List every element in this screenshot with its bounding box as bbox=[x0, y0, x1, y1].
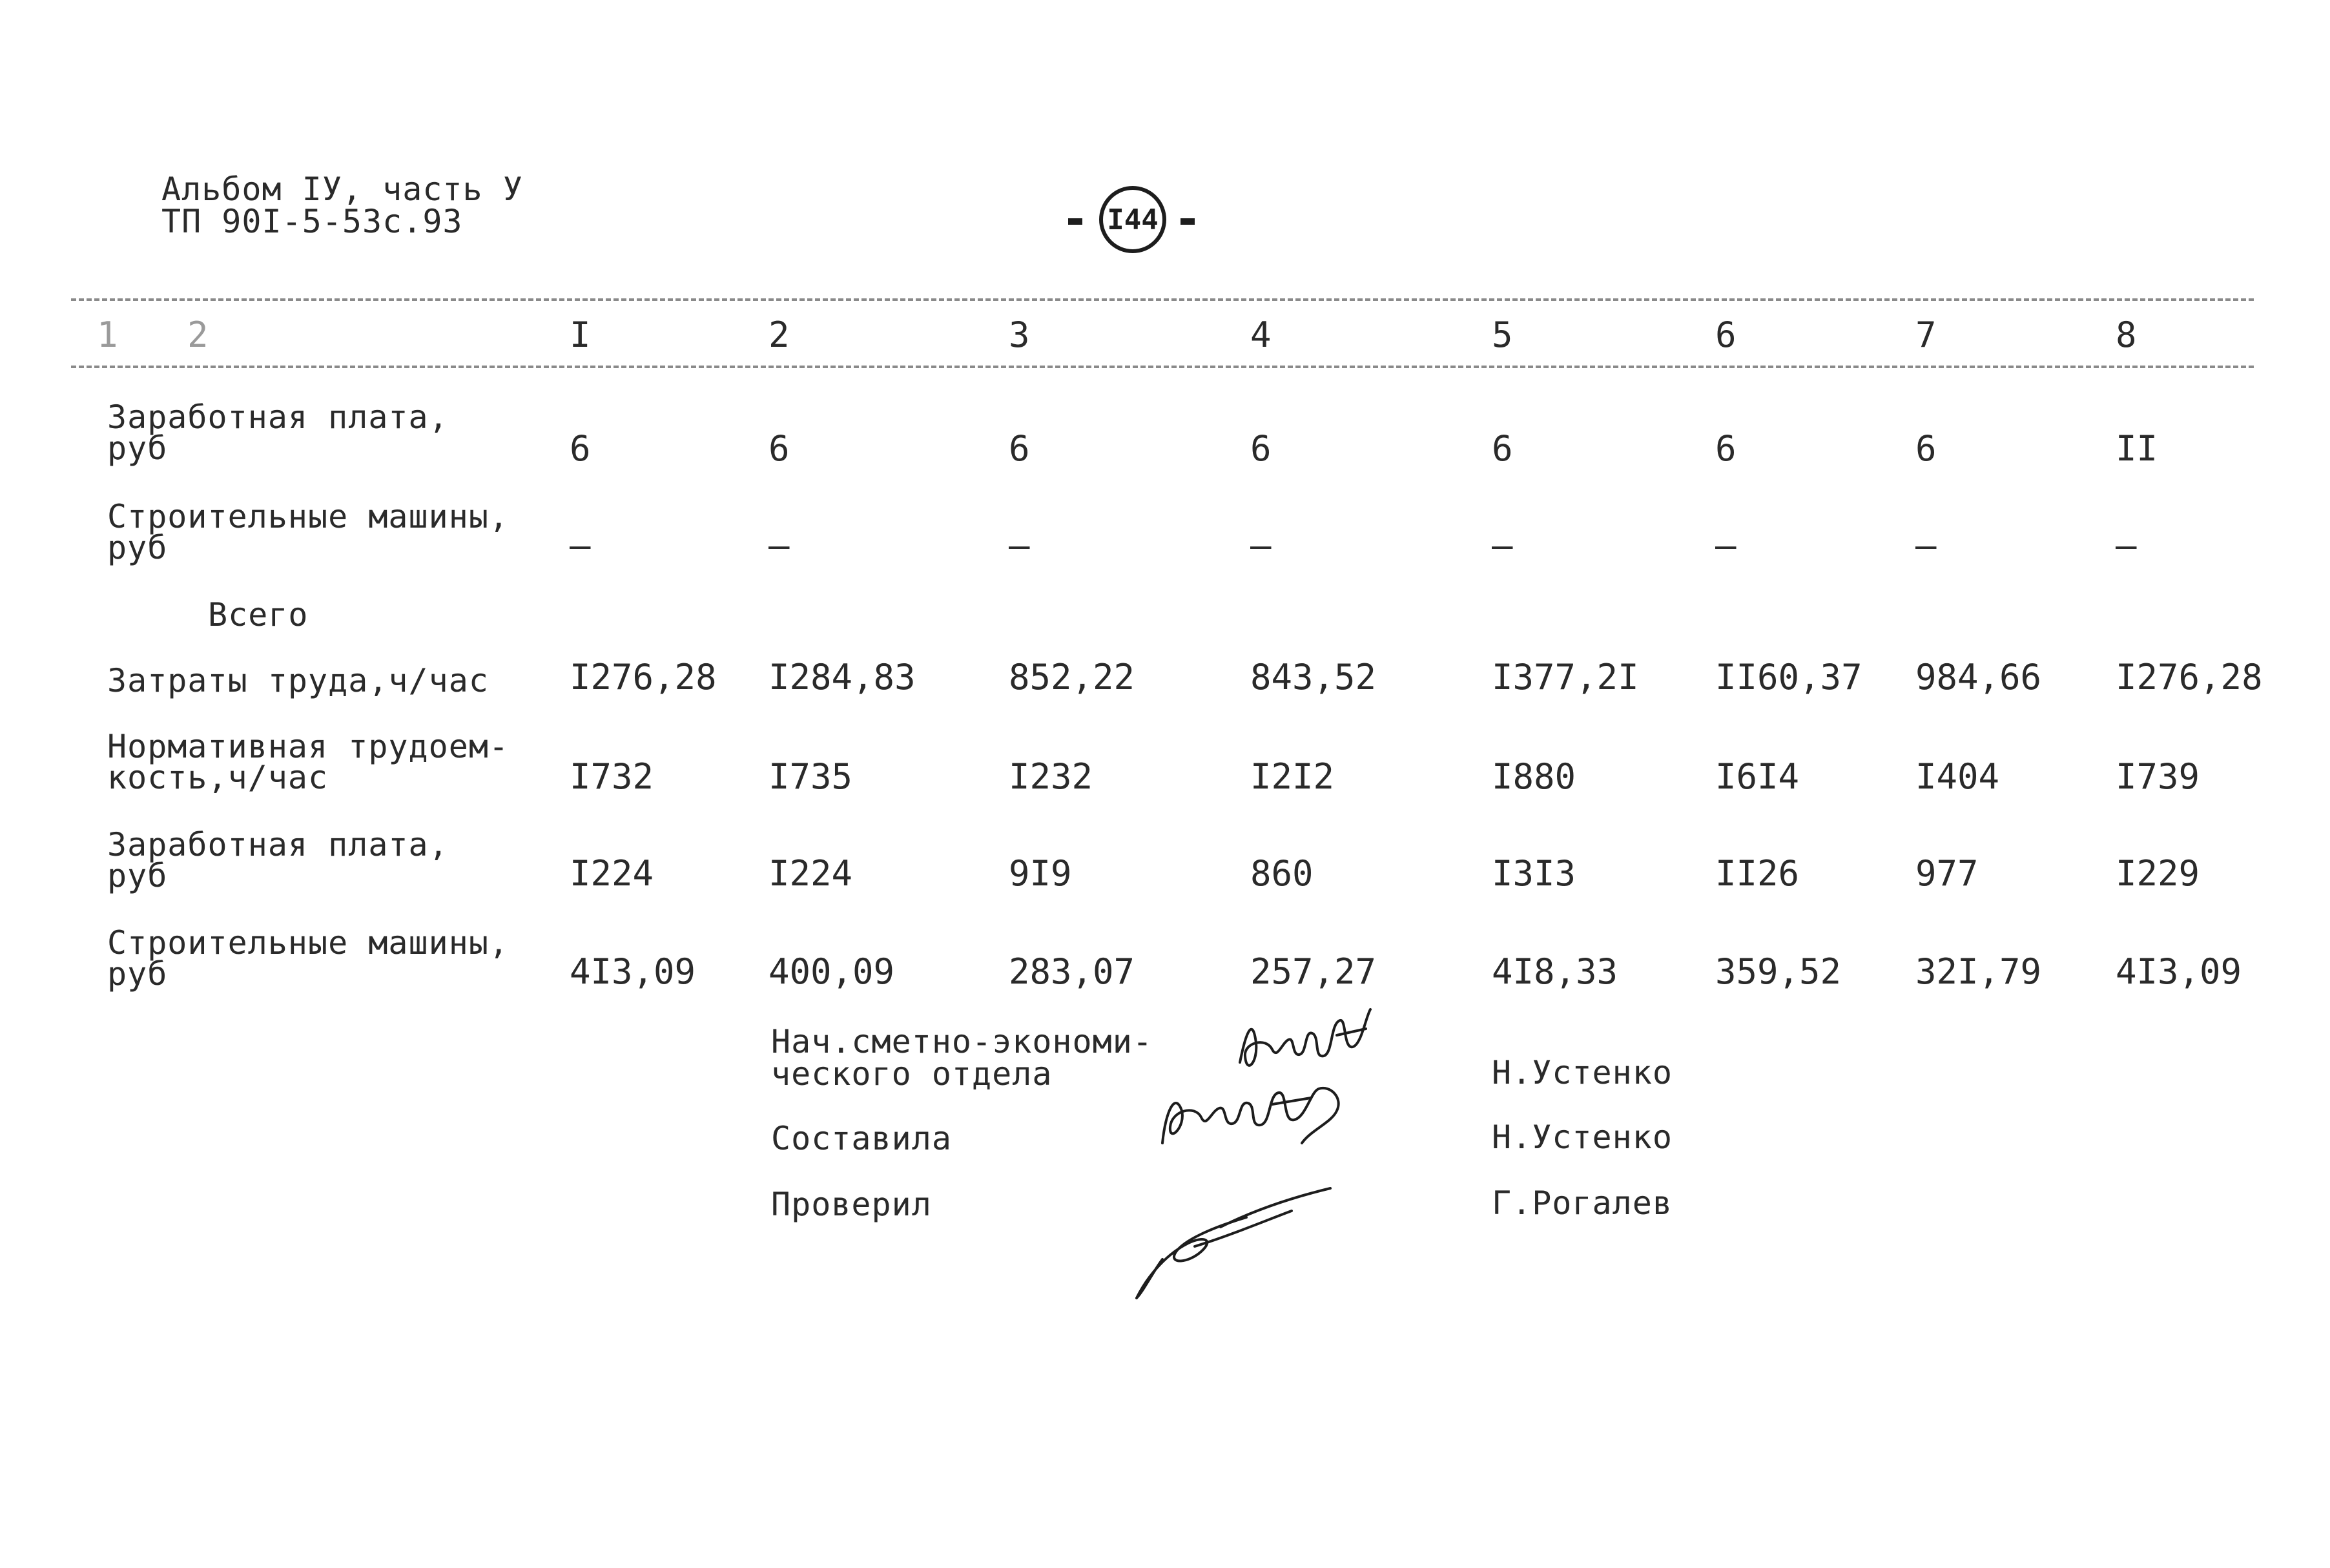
handwritten-signature-3 bbox=[1124, 1182, 1343, 1311]
table-cell: II26 bbox=[1715, 853, 1800, 894]
table-cell: – bbox=[768, 525, 790, 566]
table-cell: 359,52 bbox=[1715, 951, 1842, 992]
signature-title: Проверил bbox=[771, 1186, 932, 1223]
table-cell: I224 bbox=[768, 853, 853, 894]
signatory-name: Н.Устенко bbox=[1492, 1119, 1673, 1156]
table-cell: – bbox=[570, 525, 591, 566]
section-heading-total: Всего bbox=[208, 596, 309, 634]
table-cell: I739 bbox=[2116, 756, 2200, 797]
table-cell: I232 bbox=[1009, 756, 1093, 797]
row-label: Заработная плата, bbox=[107, 398, 449, 436]
table-cell: 6 bbox=[570, 428, 591, 469]
column-header-4: 4 bbox=[1250, 315, 1272, 355]
handwritten-signature-2 bbox=[1150, 1066, 1363, 1162]
table-cell: II bbox=[2116, 428, 2158, 469]
signature-title: Нач.сметно-экономи- bbox=[771, 1023, 1153, 1060]
row-label: руб bbox=[107, 857, 168, 894]
signatory-name: Н.Устенко bbox=[1492, 1054, 1673, 1091]
table-cell: 977 bbox=[1915, 853, 1979, 894]
table-cell: I276,28 bbox=[570, 657, 717, 697]
row-label: Затраты труда,ч/час bbox=[107, 662, 489, 699]
table-cell: – bbox=[1492, 525, 1513, 566]
table-cell: I6I4 bbox=[1715, 756, 1800, 797]
corner-mark-2: 2 bbox=[187, 315, 209, 355]
row-label: кость,ч/час bbox=[107, 759, 329, 796]
table-cell: 6 bbox=[768, 428, 790, 469]
column-header-1: I bbox=[570, 315, 591, 355]
table-cell: 6 bbox=[1492, 428, 1513, 469]
table-cell: 984,66 bbox=[1915, 657, 2042, 697]
table-cell: I3I3 bbox=[1492, 853, 1576, 894]
table-cell: 400,09 bbox=[768, 951, 895, 992]
row-label: руб bbox=[107, 429, 168, 467]
table-cell: 4I3,09 bbox=[570, 951, 696, 992]
table-cell: – bbox=[1915, 525, 1937, 566]
table-cell: 32I,79 bbox=[1915, 951, 2042, 992]
column-header-5: 5 bbox=[1492, 315, 1513, 355]
table-cell: I735 bbox=[768, 756, 853, 797]
table-cell: I404 bbox=[1915, 756, 2000, 797]
table-cell: I880 bbox=[1492, 756, 1576, 797]
table-cell: I284,83 bbox=[768, 657, 916, 697]
table-cell: 6 bbox=[1009, 428, 1030, 469]
row-label: Нормативная трудоем- bbox=[107, 728, 510, 765]
row-label: Строительные машины, bbox=[107, 924, 510, 962]
table-cell: I377,2I bbox=[1492, 657, 1639, 697]
table-cell: 860 bbox=[1250, 853, 1314, 894]
column-header-3: 3 bbox=[1009, 315, 1030, 355]
signatory-name: Г.Рогалев bbox=[1492, 1184, 1673, 1222]
table-cell: 6 bbox=[1715, 428, 1737, 469]
table-cell: I2I2 bbox=[1250, 756, 1335, 797]
page-number: I44 bbox=[1107, 203, 1159, 236]
table-cell: – bbox=[1009, 525, 1030, 566]
table-cell: 9I9 bbox=[1009, 853, 1072, 894]
corner-mark-1: 1 bbox=[97, 315, 118, 355]
signature-title: Составила bbox=[771, 1120, 952, 1157]
table-cell: I229 bbox=[2116, 853, 2200, 894]
column-header-7: 7 bbox=[1915, 315, 1937, 355]
table-cell: I224 bbox=[570, 853, 654, 894]
page-number-stamp bbox=[1066, 186, 1195, 263]
table-cell: 6 bbox=[1250, 428, 1272, 469]
signature-title: ческого отдела bbox=[771, 1055, 1053, 1093]
album-line: Альбом IУ, часть У bbox=[161, 170, 523, 208]
table-cell: 4I8,33 bbox=[1492, 951, 1618, 992]
table-cell: – bbox=[2116, 525, 2137, 566]
row-label: руб bbox=[107, 955, 168, 993]
column-header-2: 2 bbox=[768, 315, 790, 355]
table-cell: I732 bbox=[570, 756, 654, 797]
row-label: руб bbox=[107, 529, 168, 566]
table-top-rule bbox=[71, 298, 2254, 301]
table-cell: 6 bbox=[1915, 428, 1937, 469]
page-number-dash-left bbox=[1068, 218, 1082, 225]
table-header-rule bbox=[71, 366, 2254, 368]
table-cell: 852,22 bbox=[1009, 657, 1135, 697]
project-code-line: ТП 90I-5-53с.93 bbox=[161, 203, 463, 240]
page-number-dash-right bbox=[1180, 218, 1195, 225]
column-header-6: 6 bbox=[1715, 315, 1737, 355]
table-cell: II60,37 bbox=[1715, 657, 1862, 697]
row-label: Заработная плата, bbox=[107, 826, 449, 863]
table-cell: – bbox=[1250, 525, 1272, 566]
table-cell: I276,28 bbox=[2116, 657, 2263, 697]
table-cell: 257,27 bbox=[1250, 951, 1377, 992]
page-number-circle bbox=[1099, 186, 1166, 253]
table-cell: 843,52 bbox=[1250, 657, 1377, 697]
column-header-8: 8 bbox=[2116, 315, 2137, 355]
row-label: Строительные машины, bbox=[107, 498, 510, 535]
table-cell: – bbox=[1715, 525, 1737, 566]
table-cell: 283,07 bbox=[1009, 951, 1135, 992]
table-cell: 4I3,09 bbox=[2116, 951, 2242, 992]
